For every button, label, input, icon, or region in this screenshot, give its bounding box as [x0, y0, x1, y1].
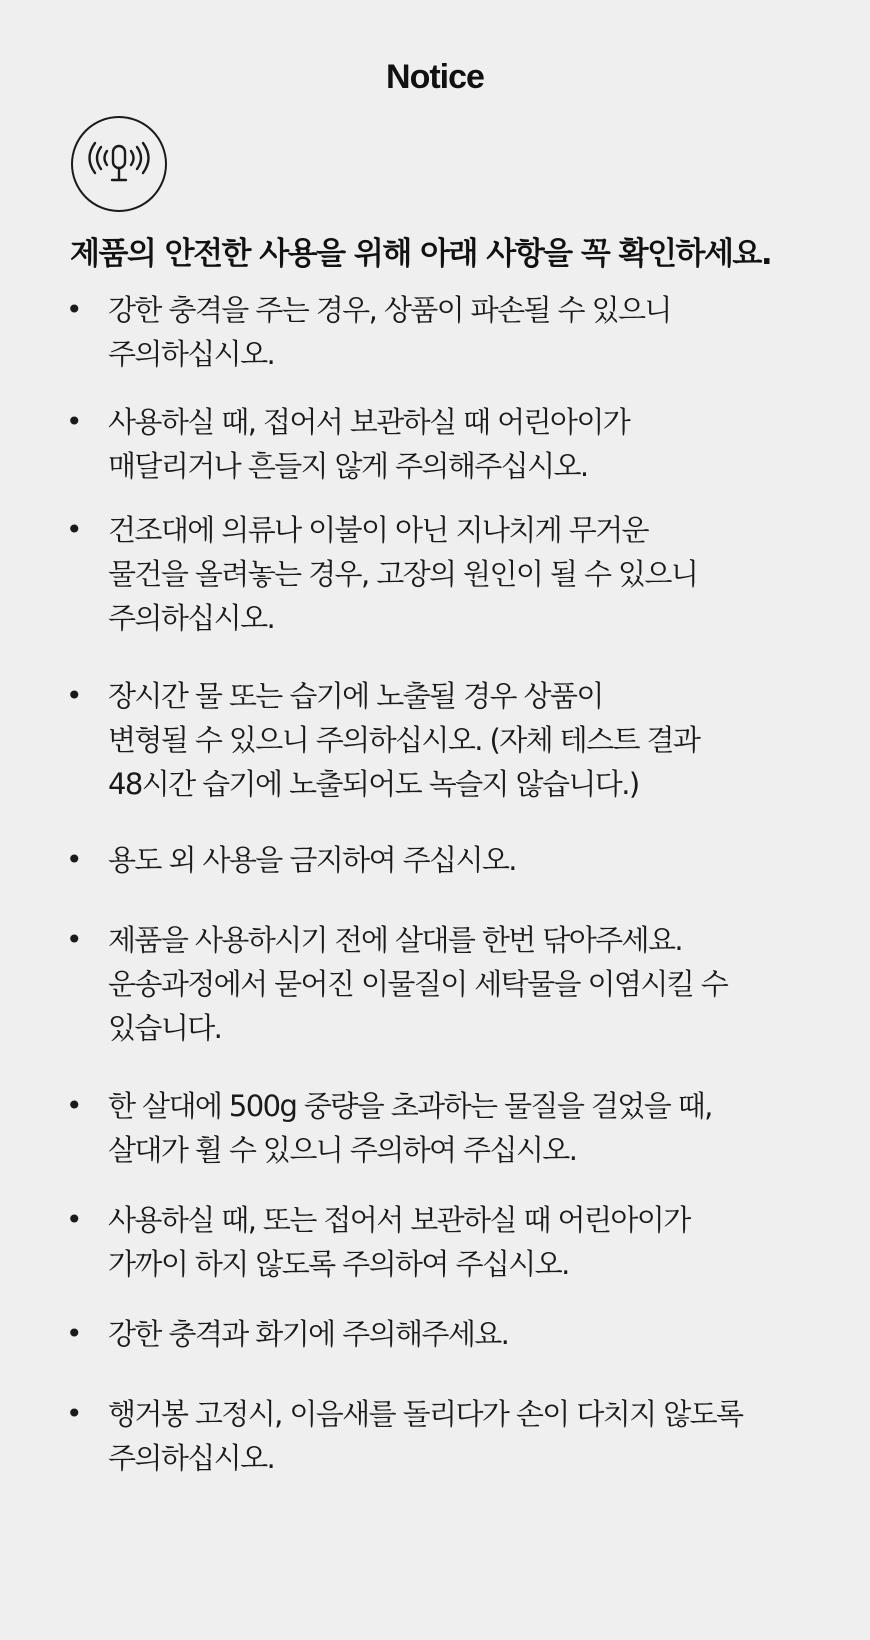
notice-item-line: 있습니다. — [108, 1011, 222, 1045]
notice-item-line: 물건을 올려놓는 경우, 고장의 원인이 될 수 있으니 — [108, 557, 698, 591]
notice-item-line: 강한 충격과 화기에 주의해주세요. — [108, 1317, 509, 1351]
bullet-dot: • — [66, 405, 83, 438]
bullet-dot: • — [66, 1089, 83, 1122]
bullet-dot: • — [66, 679, 83, 712]
notice-item-line: 제품을 사용하시기 전에 살대를 한번 닦아주세요. — [108, 923, 682, 957]
notice-item-line: 용도 외 사용을 금지하여 주십시오. — [108, 843, 516, 877]
notice-item-line: 주의하십시오. — [108, 337, 275, 371]
bullet-dot: • — [66, 923, 83, 956]
notice-item-line: 주의하십시오. — [108, 601, 275, 635]
microphone-broadcast-icon — [70, 115, 168, 213]
bullet-dot: • — [66, 1317, 83, 1350]
notice-item-line: 가까이 하지 않도록 주의하여 주십시오. — [108, 1247, 569, 1281]
notice-item-line: 행거봉 고정시, 이음새를 돌리다가 손이 다치지 않도록 — [108, 1397, 743, 1431]
notice-item-line: 운송과정에서 묻어진 이물질이 세탁물을 이염시킬 수 — [108, 967, 728, 1001]
notice-item-line: 장시간 물 또는 습기에 노출될 경우 상품이 — [108, 679, 603, 713]
page-title: Notice — [386, 58, 484, 96]
notice-item-line: 변형될 수 있으니 주의하십시오. (자체 테스트 결과 — [108, 723, 700, 757]
notice-item-line: 건조대에 의류나 이불이 아닌 지나치게 무거운 — [108, 513, 648, 547]
bullet-dot: • — [66, 1397, 83, 1430]
notice-item-line: 강한 충격을 주는 경우, 상품이 파손될 수 있으니 — [108, 293, 671, 327]
notice-item-line: 한 살대에 500g 중량을 초과하는 물질을 걸었을 때, — [108, 1089, 712, 1123]
notice-item-line: 살대가 휠 수 있으니 주의하여 주십시오. — [108, 1133, 577, 1167]
bullet-dot: • — [66, 513, 83, 546]
bullet-dot: • — [66, 293, 83, 326]
notice-item-line: 매달리거나 흔들지 않게 주의해주십시오. — [108, 449, 588, 483]
notice-item-line: 사용하실 때, 또는 접어서 보관하실 때 어린아이가 — [108, 1203, 690, 1237]
notice-heading: 제품의 안전한 사용을 위해 아래 사항을 꼭 확인하세요. — [70, 236, 772, 272]
notice-item-line: 주의하십시오. — [108, 1441, 275, 1475]
notice-item-line: 사용하실 때, 접어서 보관하실 때 어린아이가 — [108, 405, 630, 439]
notice-item-line: 48시간 습기에 노출되어도 녹슬지 않습니다.) — [108, 767, 639, 801]
bullet-dot: • — [66, 843, 83, 876]
bullet-dot: • — [66, 1203, 83, 1236]
